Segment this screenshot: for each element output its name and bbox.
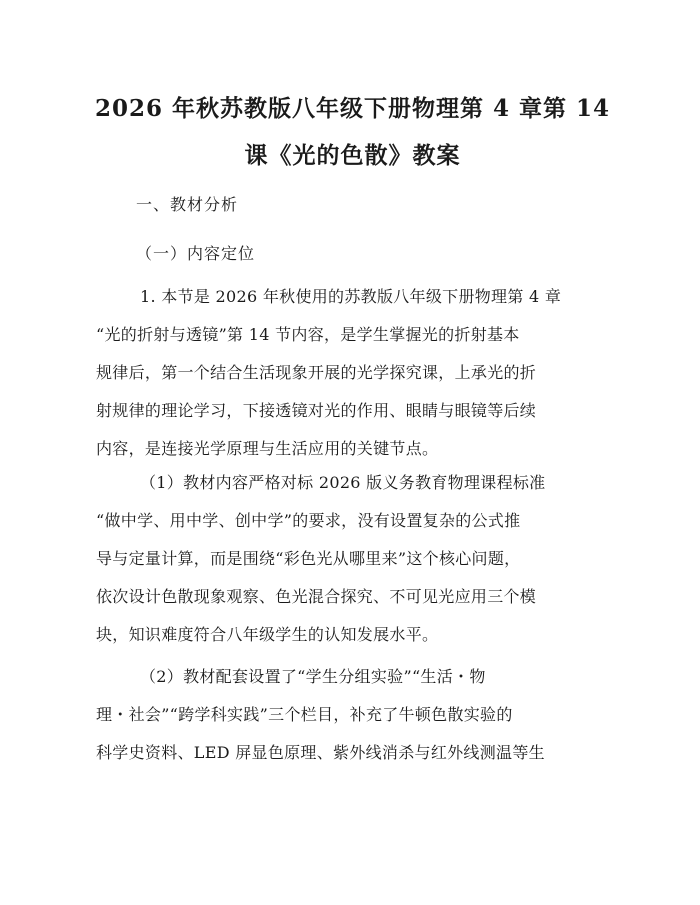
paragraph-line: 射规律的理论学习，下接透镜对光的作用、眼睛与眼镜等后续 — [96, 401, 537, 420]
paragraph-line: 科学史资料、LED 屏显色原理、紫外线消杀与红外线测温等生 — [96, 743, 545, 762]
paragraph-line: 理・社会”“跨学科实践”三个栏目，补充了牛顿色散实验的 — [96, 705, 513, 724]
paragraph-line: 导与定量计算，而是围绕“彩色光从哪里来”这个核心问题， — [96, 549, 521, 568]
paragraph-line: 1. 本节是 2026 年秋使用的苏教版八年级下册物理第 4 章 — [140, 287, 562, 306]
section-heading-textbook-analysis: 一、教材分析 — [136, 195, 239, 214]
paragraph-line: 依次设计色散现象观察、色光混合探究、不可见光应用三个模 — [96, 587, 537, 606]
paragraph-3 — [96, 658, 616, 772]
paragraph-line: 规律后，第一个结合生活现象开展的光学探究课，上承光的折 — [96, 363, 537, 382]
paragraph-line: （1）教材内容严格对标 2026 版义务教育物理课程标准 — [140, 473, 546, 492]
paragraph-line: “做中学、用中学、创中学”的要求，没有设置复杂的公式推 — [96, 511, 521, 530]
paragraph-line: 块，知识难度符合八年级学生的认知发展水平。 — [96, 625, 439, 644]
document-title-line-1: 2026 年秋苏教版八年级下册物理第 4 章第 14 — [95, 95, 611, 122]
paragraph-line: （2）教材配套设置了“学生分组实验”“生活・物 — [140, 667, 486, 686]
paragraph-line: 内容，是连接光学原理与生活应用的关键节点。 — [96, 439, 439, 458]
paragraph-line: “光的折射与透镜”第 14 节内容，是学生掌握光的折射基本 — [96, 325, 520, 344]
document-title-line-2: 课《光的色散》教案 — [244, 142, 461, 169]
paragraph-2 — [96, 464, 616, 654]
paragraph-1 — [96, 278, 616, 468]
subsection-heading-content-positioning: （一）内容定位 — [136, 244, 256, 263]
